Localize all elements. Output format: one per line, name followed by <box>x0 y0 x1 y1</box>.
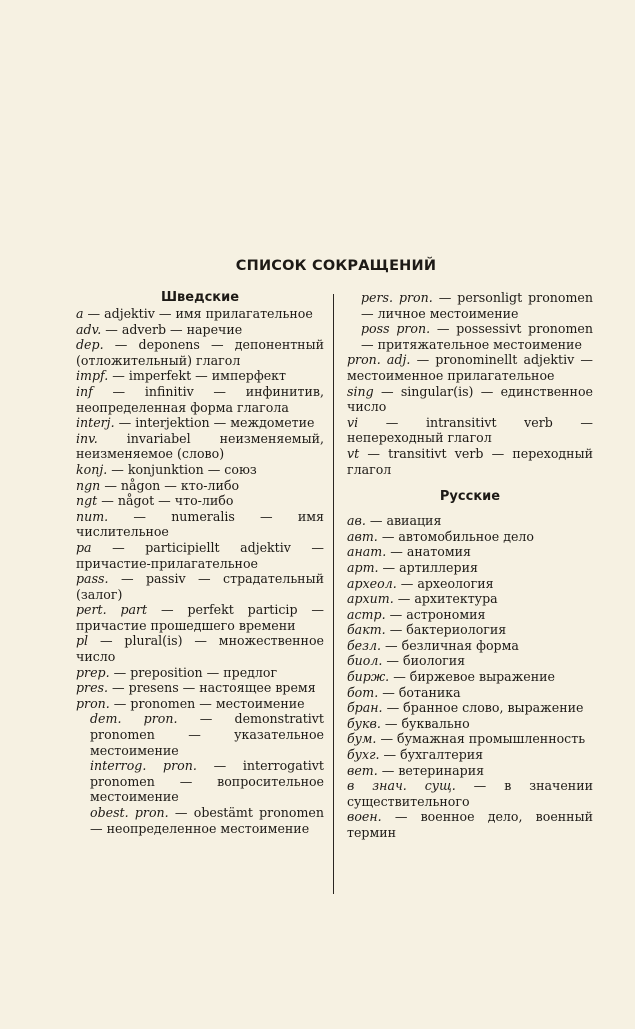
pronoun-sub-list-continued <box>347 290 593 352</box>
abbreviation-entry <box>76 680 324 696</box>
abbreviation: pron. adj. <box>347 352 411 368</box>
abbreviation-definition: invariabel неизменяемый, неизменяемое (слово) <box>76 430 324 462</box>
abbreviation-entry <box>347 576 593 592</box>
abbreviation: num. <box>76 508 109 524</box>
abbreviation-definition: — астрономия <box>389 606 486 622</box>
abbreviation-entry <box>347 352 593 383</box>
abbreviation: adv. <box>76 321 102 337</box>
abbreviation: архит. <box>347 591 394 607</box>
abbreviation: poss pron. <box>361 321 431 337</box>
abbreviation-entry <box>347 653 593 669</box>
abbreviation: dem. pron. <box>90 711 178 727</box>
column-divider <box>333 294 334 894</box>
abbreviation-entry <box>76 306 324 322</box>
abbreviation: sing <box>347 383 374 399</box>
abbreviation-definition: — анатомия <box>390 544 471 560</box>
abbreviation: биол. <box>347 653 383 669</box>
abbreviation-definition: — transitivt verb — переходный глагол <box>347 445 593 477</box>
abbreviation-entry <box>347 669 593 685</box>
abbreviation-entry <box>76 758 324 805</box>
abbreviation-definition: — infinitiv — инфинитив, неопределенная форма глагола <box>76 383 324 415</box>
abbreviation: inv. <box>76 430 98 446</box>
abbreviation: inf <box>76 383 93 399</box>
abbreviation-entry <box>347 446 593 477</box>
abbreviation-definition: — imperfekt — имперфект <box>112 368 287 384</box>
abbreviation: бакт. <box>347 622 386 638</box>
abbreviation-definition: — någon — кто-либо <box>104 477 240 493</box>
abbreviation: безл. <box>347 637 382 653</box>
abbreviation: pa <box>76 539 92 555</box>
abbreviation-entry <box>347 731 593 747</box>
abbreviation-definition: — артиллерия <box>382 559 478 575</box>
abbreviation: pass. <box>76 571 109 587</box>
abbreviation: бот. <box>347 684 379 700</box>
abbreviation-entry <box>347 763 593 779</box>
abbreviation: prep. <box>76 664 110 680</box>
page-title: СПИСОК СОКРАЩЕНИЙ <box>235 258 437 274</box>
abbreviation-entry <box>76 415 324 431</box>
abbreviation-definition: — бранное слово, выражение <box>386 700 584 716</box>
abbreviation: vt <box>347 445 360 461</box>
abbreviation-entry <box>347 778 593 809</box>
abbreviation-entry <box>347 685 593 701</box>
abbreviation: obest. pron. <box>90 805 169 820</box>
abbreviation: воен. <box>347 809 382 825</box>
abbreviation-entry <box>76 509 324 540</box>
abbreviation: анат. <box>347 544 387 560</box>
abbreviation-definition: — adverb — наречие <box>105 321 243 337</box>
abbreviation-definition: — intransitivt verb — непереходный глагол <box>347 414 593 446</box>
abbreviation-entry <box>76 805 324 836</box>
abbreviation-definition: — preposition — предлог <box>113 664 278 680</box>
abbreviation-definition: — авиация <box>369 513 442 529</box>
abbreviation-definition: — ветеринария <box>381 762 485 778</box>
abbreviation-definition: — археология <box>400 575 494 591</box>
abbreviation-definition: — interjektion — междометие <box>118 415 315 431</box>
abbreviation-entry <box>347 544 593 560</box>
abbreviation-definition: — автомобильное дело <box>381 528 534 544</box>
abbreviation-definition: — безличная форма <box>385 637 519 653</box>
abbreviation-definition: — биология <box>386 653 466 669</box>
abbreviation-definition: — в значении существительного <box>347 778 593 809</box>
abbreviation-definition: — ботаника <box>382 684 461 700</box>
abbreviation: в знач. сущ. <box>347 778 456 794</box>
abbreviation: вет. <box>347 762 378 778</box>
abbreviation-entry <box>76 322 324 338</box>
abbreviation-entry <box>347 513 593 529</box>
abbreviation-entry <box>76 384 324 415</box>
russian-list <box>347 513 593 840</box>
abbreviation-entry <box>347 700 593 716</box>
abbreviation-definition: — possessivt pronomen — притяжательное местоимение <box>361 321 593 352</box>
abbreviation-definition: — военное дело, военный термин <box>347 809 593 840</box>
swedish-list <box>76 306 324 711</box>
abbreviation-definition: — interrogativt pronomen — вопросительное местоимение <box>90 758 324 805</box>
abbreviation: dep. <box>76 337 104 353</box>
abbreviation-definition: — pronominellt adjektiv — местоименное прилагательное <box>347 352 593 383</box>
abbreviation-entry <box>76 633 324 664</box>
abbreviation: impf. <box>76 368 109 384</box>
abbreviation-definition: — personligt pronomen — личное местоимение <box>361 290 593 321</box>
abbreviation-entry <box>76 368 324 384</box>
abbreviation: ав. <box>347 513 366 529</box>
abbreviation-definition: — participiellt adjektiv — причастие-прилагательное <box>76 539 324 571</box>
abbreviation-entry <box>76 602 324 633</box>
abbreviation: pl <box>76 633 89 649</box>
abbreviation-entry <box>347 638 593 654</box>
abbreviation-entry <box>347 622 593 638</box>
abbreviation-definition: — passiv — страдательный (залог) <box>76 571 324 602</box>
abbreviation-definition: — бумажная промышленность <box>380 731 586 747</box>
abbreviation-entry <box>76 431 324 462</box>
abbreviation-definition: — demonstrativt pronomen — указательное местоимение <box>90 711 324 758</box>
abbreviation-entry <box>347 716 593 732</box>
abbreviation-definition: — буквально <box>384 715 470 731</box>
abbreviation: vi <box>347 414 359 430</box>
abbreviation-definition: — биржевое выражение <box>393 669 555 685</box>
abbreviation-definition: — perfekt particip — причастие прошедшего времени <box>76 602 324 633</box>
abbreviation-entry <box>347 809 593 840</box>
abbreviation: ngn <box>76 477 101 493</box>
abbreviation-entry <box>347 321 593 352</box>
abbreviation-entry <box>76 493 324 509</box>
abbreviation-entry <box>347 415 593 446</box>
abbreviation-definition: — pronomen — местоимение <box>113 695 305 711</box>
abbreviation: pert. part <box>76 602 148 618</box>
abbreviation: interrog. pron. <box>90 758 197 774</box>
abbreviation: a <box>76 306 84 321</box>
abbreviation-entry <box>347 529 593 545</box>
abbreviation-definition: — obestämt pronomen — неопределенное местоимение <box>90 805 324 836</box>
abbreviation-entry <box>347 591 593 607</box>
abbreviation: бирж. <box>347 669 390 685</box>
abbreviation: астр. <box>347 606 386 622</box>
abbreviation-definition: — adjektiv — имя прилагательное <box>87 306 313 321</box>
abbreviation-definition: — presens — настоящее время <box>112 680 316 696</box>
abbreviation: ngt <box>76 493 98 509</box>
abbreviation: pron. <box>76 695 110 711</box>
abbreviation: interj. <box>76 415 115 431</box>
abbreviation: бухг. <box>347 747 380 763</box>
pronoun-sub-list <box>76 711 324 836</box>
right-column <box>347 290 593 841</box>
abbreviation-entry <box>347 607 593 623</box>
abbreviation: pers. pron. <box>361 290 433 305</box>
abbreviation-definition: — архитектура <box>397 591 498 607</box>
swedish-heading: Шведские <box>160 290 240 305</box>
abbreviation-entry <box>76 571 324 602</box>
abbreviation-entry <box>76 711 324 758</box>
abbreviation: букв. <box>347 715 381 731</box>
abbreviation-definition: — något — что-либо <box>101 493 234 509</box>
abbreviation: авт. <box>347 528 378 544</box>
abbreviation: бум. <box>347 731 377 747</box>
left-column <box>76 290 324 836</box>
abbreviation-definition: — numeralis — имя числительное <box>76 508 324 540</box>
abbreviation-definition: — konjunktion — союз <box>111 461 257 477</box>
abbreviation: pres. <box>76 680 109 696</box>
abbreviation-entry <box>347 747 593 763</box>
abbreviation: арт. <box>347 559 379 575</box>
abbreviation-entry <box>347 384 593 415</box>
abbreviation-definition: — deponens — депонентный (отложительный) глагол <box>76 337 324 368</box>
abbreviation-entry <box>347 290 593 321</box>
abbreviation: археол. <box>347 575 397 591</box>
abbreviation-entry <box>76 696 324 712</box>
abbreviation-entry <box>76 337 324 368</box>
abbreviation-entry <box>76 540 324 571</box>
abbreviation-entry <box>76 665 324 681</box>
swedish-list-continued <box>347 352 593 477</box>
abbreviation-entry <box>347 560 593 576</box>
abbreviation: konj. <box>76 461 108 477</box>
abbreviation-definition: — plural(is) — множественное число <box>76 633 324 665</box>
abbreviation-definition: — бактериология <box>389 622 507 638</box>
russian-heading: Русские <box>439 489 501 505</box>
abbreviation-definition: — singular(is) — единственное число <box>347 383 593 415</box>
abbreviation-entry <box>76 462 324 478</box>
abbreviation-entry <box>76 478 324 494</box>
abbreviation: бран. <box>347 700 383 716</box>
abbreviation-definition: — бухгалтерия <box>383 747 484 763</box>
